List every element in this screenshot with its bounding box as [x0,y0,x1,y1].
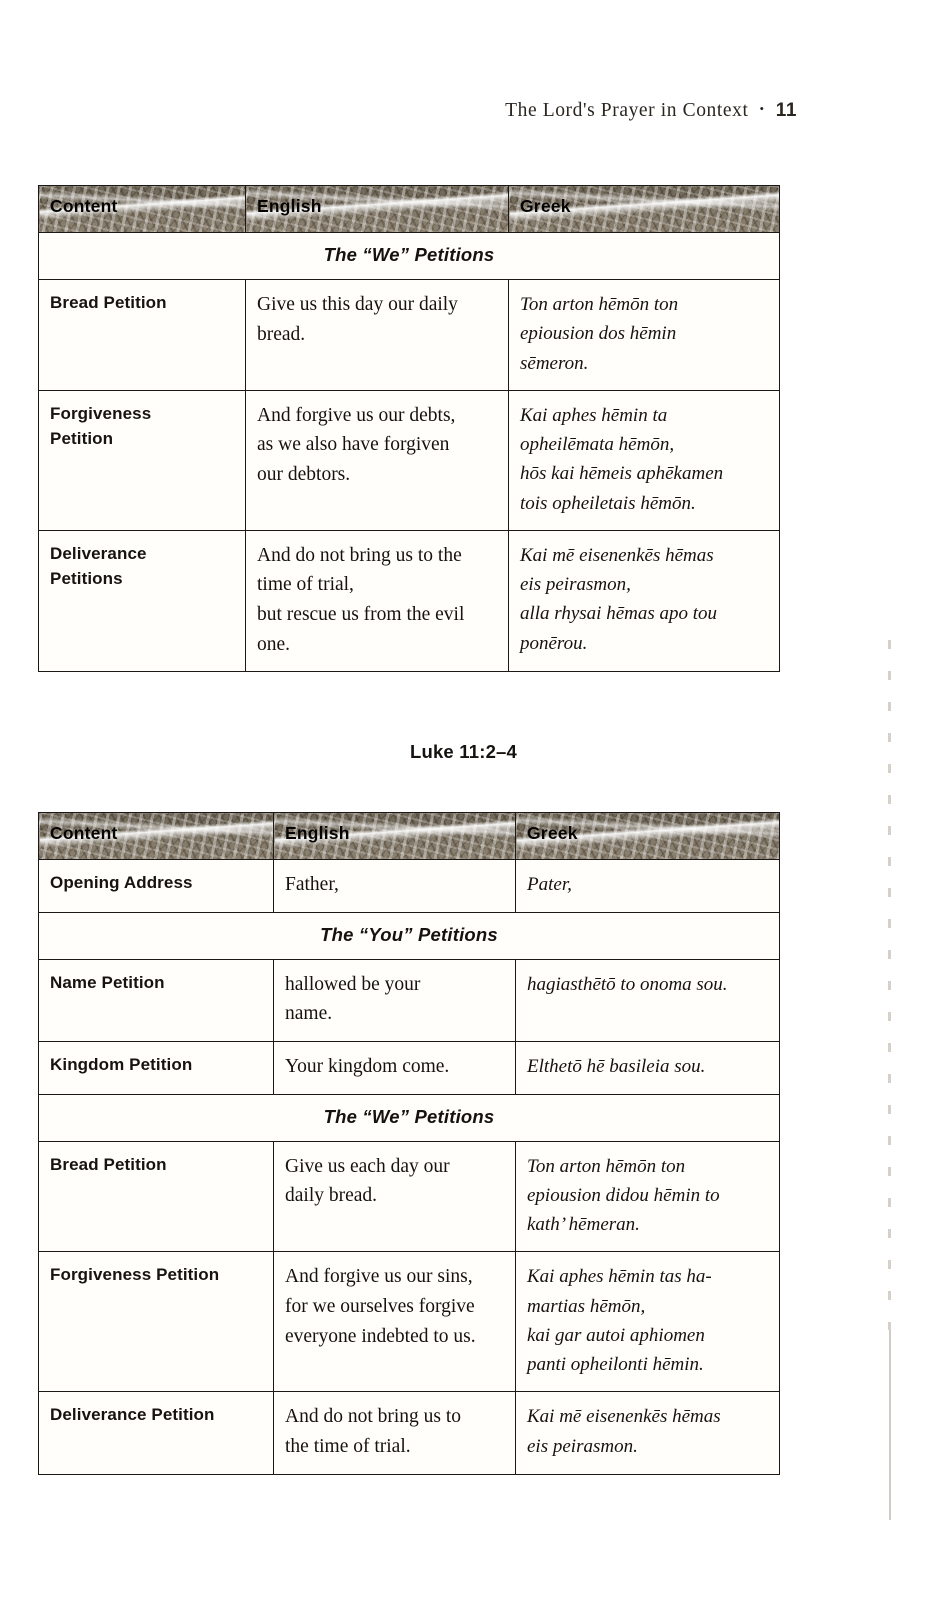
cell-greek [516,1041,780,1094]
cell-greek [516,1252,780,1392]
text-line: hōs kai hēmeis aphēkamen [520,463,724,485]
cell-greek [509,530,780,672]
text-line: kai gar autoi aphiomen [527,1324,705,1346]
column-header-content-label: Content [50,196,118,216]
table-header-row [39,186,780,233]
table-row [39,959,780,1041]
section-band-you-petitions [39,912,780,959]
cell-content [39,390,246,530]
text-line: eis peirasmon. [527,1435,638,1457]
text-line: daily bread. [285,1185,378,1207]
column-header-greek [516,813,780,860]
text-line: but rescue us from the evil [257,604,465,625]
text-line: And do not bring us to the [257,544,462,566]
cell-english [246,530,509,672]
text-line: hallowed be your [285,973,421,995]
text-line: And forgive us our debts, [257,404,456,426]
text-line: tois opheiletais hēmōn. [520,492,696,514]
table-row [39,390,780,530]
cell-english [274,1141,516,1252]
text-line: Kai aphes hēmin tas ha- [527,1266,712,1288]
text-line: Give us each day our [285,1155,450,1177]
cell-english [274,959,516,1041]
text-line: Kai mē eisenenkēs hēmas [520,544,714,566]
column-header-english-label: English [285,823,350,843]
text-line: Petitions [50,568,123,588]
scan-artifact-right-margin [888,640,891,1330]
luke-petitions-table [38,812,780,1475]
cell-greek: Pater, [516,860,780,913]
text-line: hagiasthētō to onoma sou. [527,973,728,995]
cell-greek [516,959,780,1041]
table-row [39,280,780,391]
section-band-label: The “We” Petitions [39,1094,780,1141]
scan-artifact-right-margin-lower [889,1330,891,1520]
table-caption-luke: Luke 11:2–4 [409,741,518,762]
cell-greek [509,390,780,530]
text-line: epiousion dos hēmin [520,323,677,345]
table-row [39,1141,780,1252]
column-header-english [274,813,516,860]
column-header-content [39,186,246,233]
text-line: the time of trial. [285,1435,411,1457]
table-row [39,1252,780,1392]
text-line: sēmeron. [520,352,589,374]
text-line: time of trial, [257,574,354,596]
text-line: eis peirasmon, [520,574,631,595]
matthew-petitions-table [38,185,780,672]
cell-english [274,1041,516,1094]
cell-content [39,530,246,672]
text-line: name. [285,1003,333,1025]
cell-greek [516,1141,780,1252]
table-row [39,1392,780,1474]
text-line: alla rhysai hēmas apo tou [520,603,718,625]
text-line: Deliverance [50,543,147,563]
text-line: Your kingdom come. [285,1055,450,1077]
table-row [39,860,780,913]
text-line: Ton arton hēmōn ton [527,1155,686,1177]
table-row [39,530,780,672]
column-header-greek [509,186,780,233]
text-line: our debtors. [257,464,351,485]
cell-content: Kingdom Petition [39,1041,274,1094]
table-row [39,1041,780,1094]
section-band-we-petitions [39,1094,780,1141]
running-head-title: The Lord's Prayer in Context [505,100,749,121]
text-line: Forgiveness [50,403,152,423]
text-line: Give us this day our daily [257,294,458,315]
cell-english [274,1252,516,1392]
text-line: ponērou. [520,632,588,654]
text-line: one. [257,633,291,655]
section-band-we-petitions [39,233,780,280]
text-line: for we ourselves forgive [285,1295,475,1317]
text-line: And do not bring us to [285,1406,462,1428]
column-header-greek-label: Greek [520,196,571,216]
section-band-label: The “You” Petitions [39,912,780,959]
column-header-content [39,813,274,860]
running-head-separator-dot: • [759,101,765,116]
cell-content: Forgiveness Petition [39,1252,274,1392]
table-header-row [39,813,780,860]
cell-content: Bread Petition [39,280,246,391]
cell-english [246,280,509,391]
column-header-content-label: Content [50,823,118,843]
text-line: Petition [50,428,114,448]
text-line: Elthetō hē basileia sou. [527,1055,706,1077]
text-line: martias hēmōn, [527,1295,646,1317]
text-line: Kai aphes hēmin ta [520,404,668,426]
text-line: panti opheilonti hēmin. [527,1354,704,1375]
cell-content: Bread Petition [39,1141,274,1252]
text-line: Ton arton hēmōn ton [520,294,679,315]
cell-english [274,1392,516,1474]
cell-english: Father, [274,860,516,913]
text-line: everyone indebted to us. [285,1325,476,1347]
running-head [505,100,797,122]
cell-greek [509,280,780,391]
text-line: bread. [257,323,306,345]
cell-greek [516,1392,780,1474]
text-line: Kai mē eisenenkēs hēmas [527,1406,721,1428]
cell-content: Name Petition [39,959,274,1041]
cell-english [246,390,509,530]
text-line: as we also have forgiven [257,434,450,456]
text-line: And forgive us our sins, [285,1266,473,1288]
cell-content: Opening Address [39,860,274,913]
section-band-label: The “We” Petitions [39,233,780,280]
page-number: 11 [775,100,797,121]
column-header-greek-label: Greek [527,823,578,843]
cell-content: Deliverance Petition [39,1392,274,1474]
text-line: kath’ hēmeran. [527,1214,640,1235]
text-line: opheilēmata hēmōn, [520,434,675,455]
column-header-english [246,186,509,233]
column-header-english-label: English [257,196,322,216]
text-line: epiousion didou hēmin to [527,1184,720,1206]
